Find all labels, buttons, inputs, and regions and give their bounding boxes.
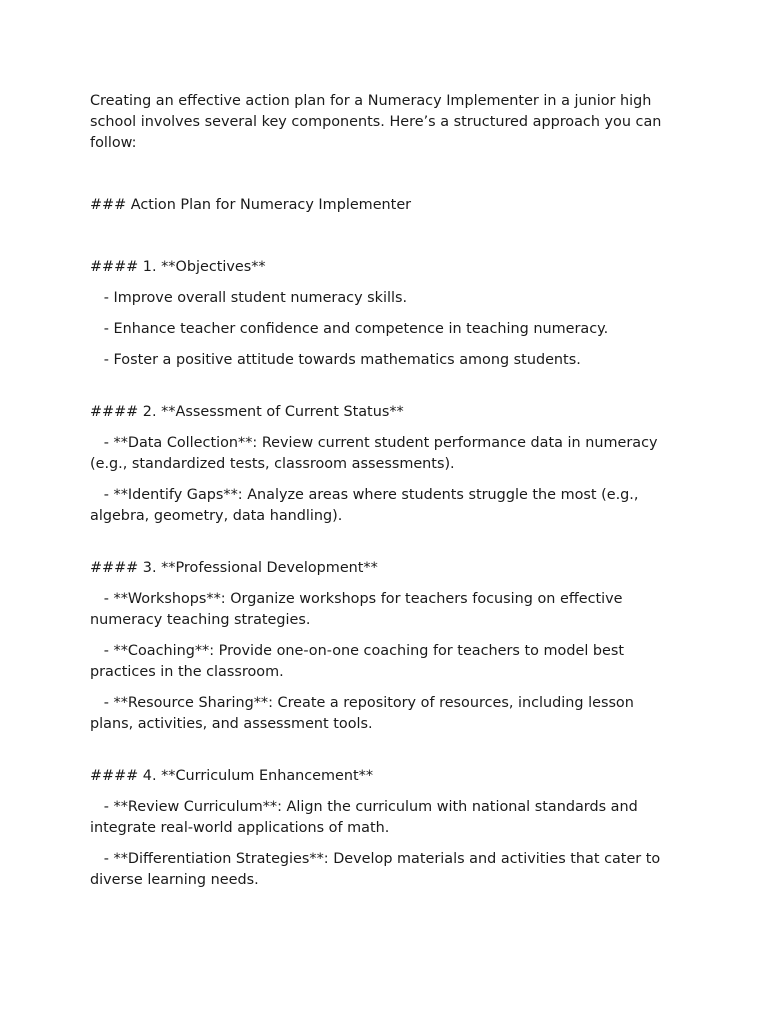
document-title: ### Action Plan for Numeracy Implementer [90,197,412,213]
list-item: - **Resource Sharing**: Create a repository of resources, including lesson plans, activities, and assessment tools. [90,695,639,732]
section-curriculum-enhancement [90,766,680,891]
section-professional-development [90,558,680,735]
section-assessment [90,402,680,527]
document-page [90,91,680,922]
section-objectives [90,257,680,371]
section-heading: #### 4. **Curriculum Enhancement** [90,768,374,784]
list-item: - Improve overall student numeracy skills. [90,290,408,306]
section-heading: #### 3. **Professional Development** [90,560,378,576]
intro-paragraph: Creating an effective action plan for a Numeracy Implementer in a junior high school involves several key components. Here’s a structured approach you can follow: [90,93,662,151]
list-item: - **Data Collection**: Review current student performance data in numeracy (e.g., standardized tests, classroom assessments). [90,435,663,472]
list-item: - Foster a positive attitude towards mathematics among students. [90,352,581,368]
list-item: - **Identify Gaps**: Analyze areas where students struggle the most (e.g., algebra, geometry, data handling). [90,487,644,524]
section-heading: #### 2. **Assessment of Current Status** [90,404,404,420]
section-heading: #### 1. **Objectives** [90,259,266,275]
list-item: - **Coaching**: Provide one-on-one coaching for teachers to model best practices in the classroom. [90,643,629,680]
list-item: - **Review Curriculum**: Align the curriculum with national standards and integrate real-world applications of math. [90,799,643,836]
list-item: - Enhance teacher confidence and competence in teaching numeracy. [90,321,609,337]
list-item: - **Workshops**: Organize workshops for teachers focusing on effective numeracy teaching strategies. [90,591,628,628]
list-item: - **Differentiation Strategies**: Develop materials and activities that cater to diverse learning needs. [90,851,665,888]
